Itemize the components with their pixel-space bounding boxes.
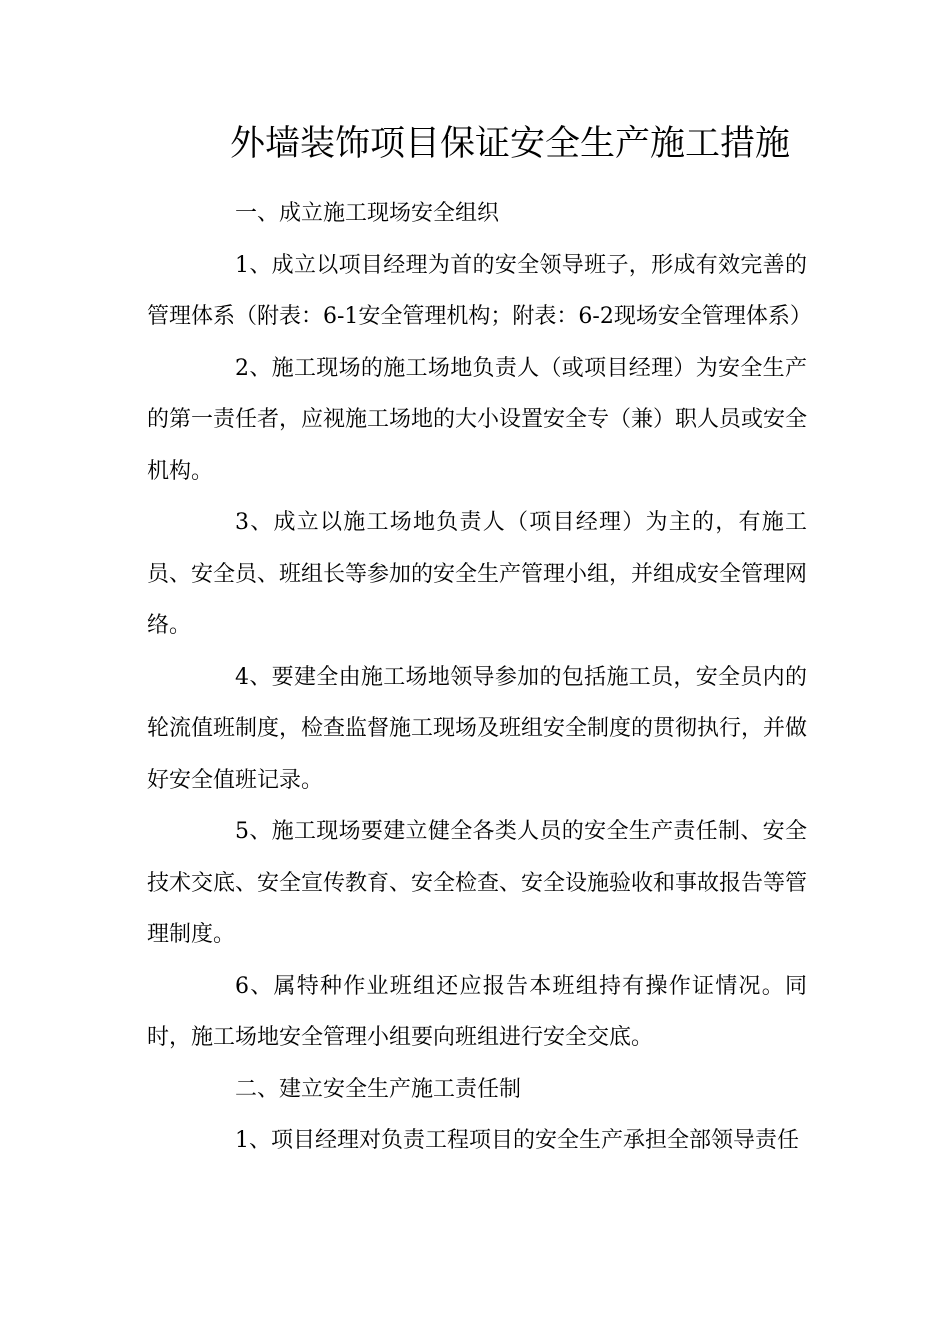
paragraph: 1、项目经理对负责工程项目的安全生产承担全部领导责任 [235, 1128, 799, 1153]
paragraph: 1、成立以项目经理为首的安全领导班子，形成有效完善的管理体系（附表：6-1安全管理机构；附表：6-2现场安全管理体系） [147, 252, 812, 329]
paragraph: 5、施工现场要建立健全各类人员的安全生产责任制、安全技术交底、安全宣传教育、安全检查、安全设施验收和事故报告等管理制度。 [147, 819, 808, 947]
document-body [147, 188, 812, 1167]
section-heading: 二、建立安全生产施工责任制 [235, 1076, 522, 1102]
paragraph: 4、要建全由施工场地领导参加的包括施工员，安全员内的轮流值班制度，检查监督施工现场及班组安全制度的贯彻执行，并做好安全值班记录。 [147, 664, 808, 793]
paragraph: 3、成立以施工场地负责人（项目经理）为主的，有施工员、安全员、班组长等参加的安全生产管理小组，并组成安全管理网络。 [147, 510, 808, 638]
paragraph: 2、施工现场的施工场地负责人（或项目经理）为安全生产的第一责任者，应视施工场地的大小设置安全专（兼）职人员或安全机构。 [147, 355, 808, 484]
paragraph: 6、属特种作业班组还应报告本班组持有操作证情况。同时，施工场地安全管理小组要向班组进行安全交底。 [147, 973, 807, 1050]
document-title: 外墙装饰项目保证安全生产施工措施 [229, 124, 790, 164]
section-heading: 一、成立施工现场安全组织 [235, 201, 500, 226]
